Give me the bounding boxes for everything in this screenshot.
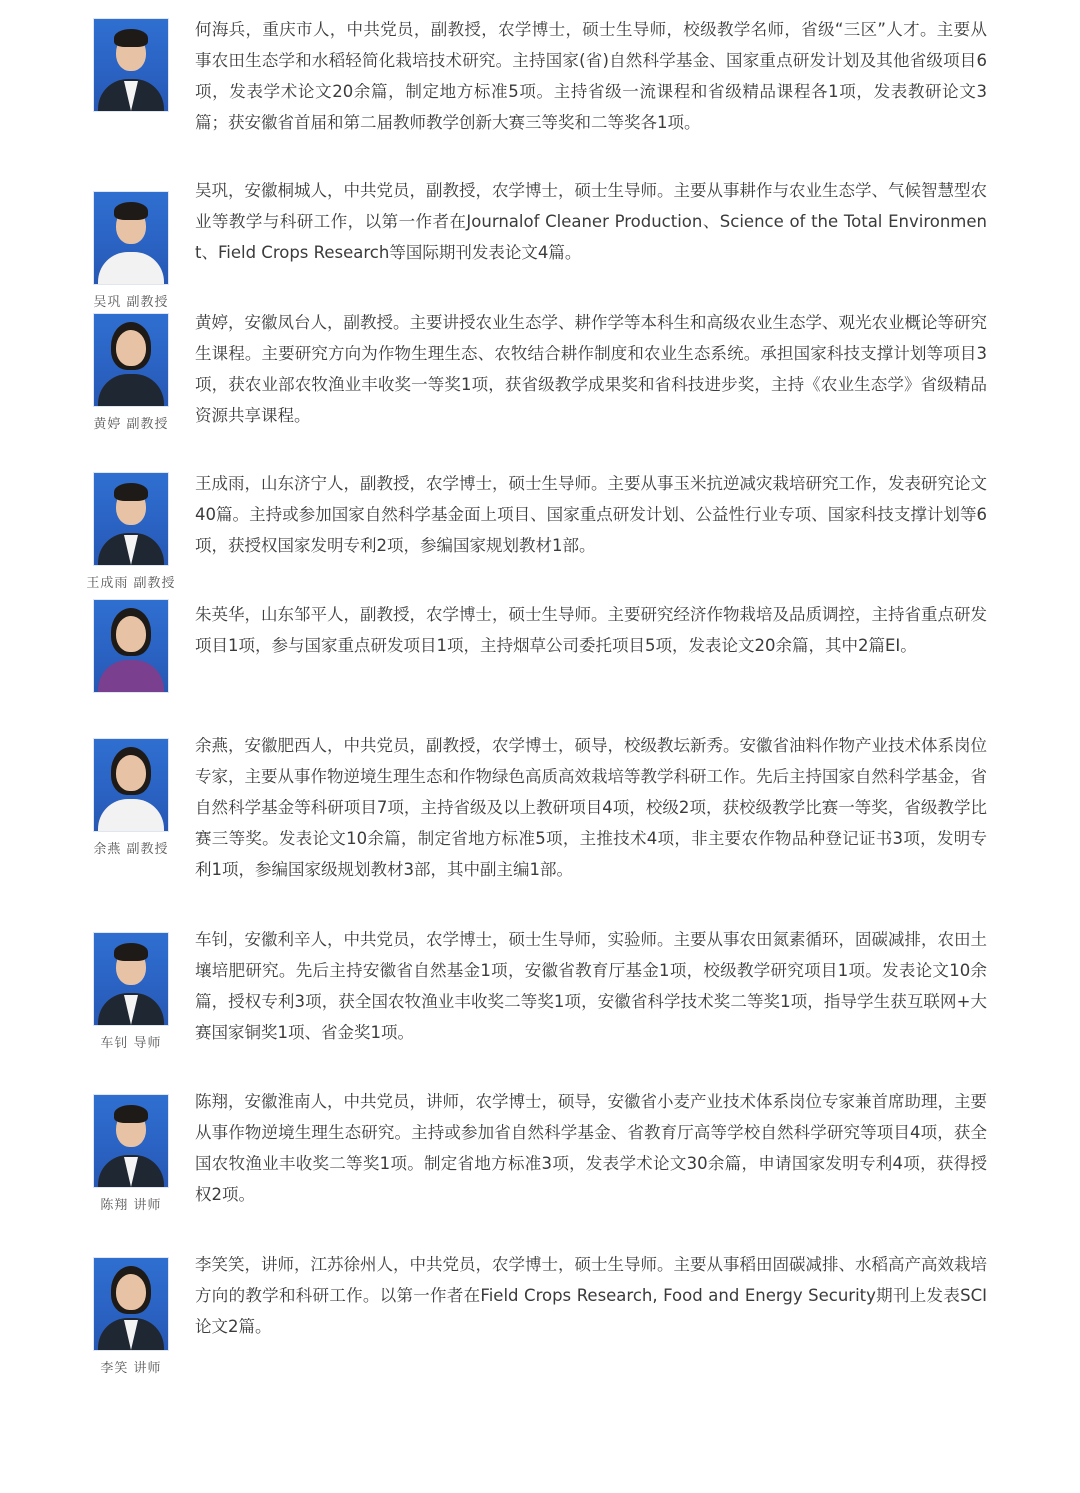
profile-photo (93, 1094, 169, 1188)
profile-caption: 王成雨 副教授 (86, 576, 176, 591)
profile-photo-column (85, 313, 177, 432)
profile-photo-column (85, 932, 177, 1051)
profile-bio: 吴巩，安徽桐城人，中共党员，副教授，农学博士，硕士生导师。主要从事耕作与农业生态学、气候智慧型农业等教学与科研工作，以第一作者在Journalof Cleaner Production、Science of the Total Environment、Field Crops Research等国际期刊发表论文4篇。 (195, 181, 987, 262)
profile-caption: 李笑 讲师 (100, 1361, 162, 1376)
profile-photo-column (85, 1257, 177, 1376)
profile-caption: 车钊 导师 (100, 1036, 162, 1051)
profile-photo-column (85, 472, 177, 591)
profile-photo (93, 738, 169, 832)
profile-bio: 黄婷，安徽凤台人，副教授。主要讲授农业生态学、耕作学等本科生和高级农业生态学、观光农业概论等研究生课程。主要研究方向为作物生理生态、农牧结合耕作制度和农业生态系统。承担国家科技支撑计划等项目3项，获农业部农牧渔业丰收奖一等奖1项，获省级教学成果奖和省科技进步奖，主持《农业生态学》省级精品资源共享课程。 (195, 313, 987, 425)
profile-photo (93, 472, 169, 566)
profile-photo (93, 932, 169, 1026)
profile-photo (93, 18, 169, 112)
profile-bio: 王成雨，山东济宁人，副教授，农学博士，硕士生导师。主要从事玉米抗逆减灾栽培研究工作，发表研究论文40篇。主持或参加国家自然科学基金面上项目、国家重点研发计划、公益性行业专项、国家科技支撑计划等6项，获授权国家发明专利2项，参编国家规划教材1部。 (195, 474, 987, 555)
profile-photo-column (85, 1094, 177, 1213)
profile-bio: 何海兵，重庆市人，中共党员，副教授，农学博士，硕士生导师，校级教学名师，省级“三区”人才。主要从事农田生态学和水稻轻简化栽培技术研究。主持国家(省)自然科学基金、国家重点研发计划及其他省级项目6项，发表学术论文20余篇，制定地方标准5项。主持省级一流课程和省级精品课程各1项，发表教研论文3篇；获安徽省首届和第二届教师教学创新大赛三等奖和二等奖各1项。 (195, 20, 987, 132)
profile-photo (93, 599, 169, 693)
profile-caption: 陈翔 讲师 (100, 1198, 162, 1213)
profile-caption: 余燕 副教授 (93, 842, 169, 857)
profile-photo-column (85, 599, 177, 699)
profile-bio: 李笑笑，讲师，江苏徐州人，中共党员，农学博士，硕士生导师。主要从事稻田固碳减排、水稻高产高效栽培方向的教学和科研工作。以第一作者在Field Crops Research, Food and Energy Security期刊上发表SCI论文2篇。 (195, 1255, 987, 1336)
profile-bio: 朱英华，山东邹平人，副教授，农学博士，硕士生导师。主要研究经济作物栽培及品质调控，主持省重点研发项目1项，参与国家重点研发项目1项，主持烟草公司委托项目5项，发表论文20余篇，其中2篇EI。 (195, 605, 987, 655)
profile-caption: 吴巩 副教授 (93, 295, 169, 310)
profile-photo (93, 313, 169, 407)
profile-bio: 陈翔，安徽淮南人，中共党员，讲师，农学博士，硕导，安徽省小麦产业技术体系岗位专家兼首席助理，主要从事作物逆境生理生态研究。主持或参加省自然科学基金、省教育厅高等学校自然科学研究等项目4项，获全国农牧渔业丰收奖二等奖1项。制定省地方标准3项，发表学术论文30余篇，申请国家发明专利4项，获得授权2项。 (195, 1092, 987, 1204)
profile-photo (93, 1257, 169, 1351)
profile-bio: 余燕，安徽肥西人，中共党员，副教授，农学博士，硕导，校级教坛新秀。安徽省油料作物产业技术体系岗位专家，主要从事作物逆境生理生态和作物绿色高质高效栽培等教学科研工作。先后主持国家自然科学基金，省自然科学基金等科研项目7项，主持省级及以上教研项目4项，校级2项，获校级教学比赛一等奖，省级教学比赛三等奖。发表论文10余篇，制定省地方标准5项，主推技术4项，非主要农作物品种登记证书3项，发明专利1项，参编国家级规划教材3部，其中副主编1部。 (195, 736, 987, 879)
profile-photo-column (85, 738, 177, 857)
profile-caption: 黄婷 副教授 (93, 417, 169, 432)
profile-photo-column (85, 18, 177, 118)
profile-photo (93, 191, 169, 285)
profile-photo-column (85, 191, 177, 310)
profile-bio: 车钊，安徽利辛人，中共党员，农学博士，硕士生导师，实验师。主要从事农田氮素循环，固碳减排，农田土壤培肥研究。先后主持安徽省自然基金1项，安徽省教育厅基金1项，校级教学研究项目1项。发表论文10余篇，授权专利3项，获全国农牧渔业丰收奖二等奖1项，安徽省科学技术奖二等奖1项，指导学生获互联网+大赛国家铜奖1项、省金奖1项。 (195, 930, 987, 1042)
